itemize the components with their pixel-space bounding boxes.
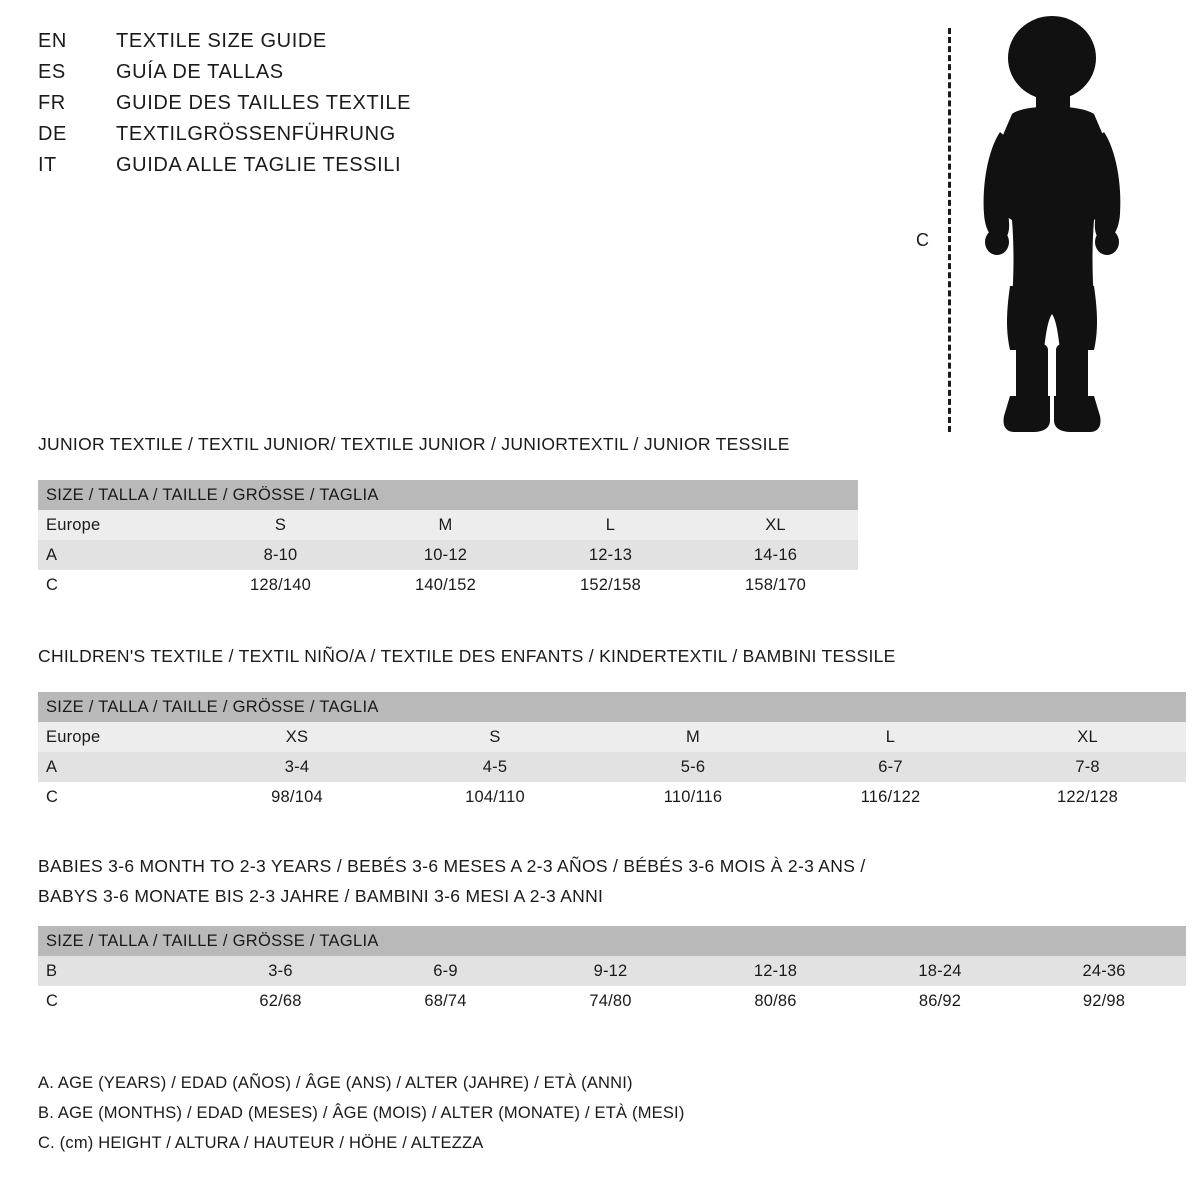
row-label: Europe bbox=[38, 722, 198, 752]
table-row bbox=[38, 540, 858, 570]
height-dashed-line bbox=[948, 28, 951, 432]
title-row bbox=[38, 154, 658, 185]
title-lang-de: DE bbox=[38, 123, 67, 145]
table-row bbox=[38, 986, 1186, 1016]
row-label: B bbox=[38, 956, 198, 986]
row-label: C bbox=[38, 986, 198, 1016]
child-silhouette-icon bbox=[952, 14, 1152, 439]
cell: 152/158 bbox=[528, 570, 693, 600]
title-row bbox=[38, 123, 658, 154]
cell: 104/110 bbox=[396, 782, 594, 812]
table-header-row bbox=[38, 480, 858, 510]
junior-size-table bbox=[38, 480, 858, 600]
section-heading-babies-line2: BABYS 3-6 MONATE BIS 2-3 JAHRE / BAMBINI 3-6 MESI A 2-3 ANNI bbox=[38, 886, 604, 906]
cell: 3-4 bbox=[198, 752, 396, 782]
cell: S bbox=[396, 722, 594, 752]
cell: 62/68 bbox=[198, 986, 363, 1016]
table-header-row bbox=[38, 692, 1186, 722]
table-row bbox=[38, 752, 1186, 782]
section-heading-babies-line1: BABIES 3-6 MONTH TO 2-3 YEARS / BEBÉS 3-6 MESES A 2-3 AÑOS / BÉBÉS 3-6 MOIS À 2-3 ANS / bbox=[38, 856, 866, 876]
row-label: C bbox=[38, 570, 198, 600]
cell: 12-13 bbox=[528, 540, 693, 570]
row-label: A bbox=[38, 540, 198, 570]
table-row bbox=[38, 722, 1186, 752]
table-row bbox=[38, 956, 1186, 986]
cell: 98/104 bbox=[198, 782, 396, 812]
cell: 122/128 bbox=[989, 782, 1186, 812]
size-header-label: SIZE / TALLA / TAILLE / GRÖSSE / TAGLIA bbox=[38, 692, 1186, 722]
cell: S bbox=[198, 510, 363, 540]
footnote-height: C. (cm) HEIGHT / ALTURA / HAUTEUR / HÖHE / ALTEZZA bbox=[38, 1134, 484, 1152]
cell: XL bbox=[989, 722, 1186, 752]
title-text-de: TEXTILGRÖSSENFÜHRUNG bbox=[116, 123, 396, 145]
measurement-figure bbox=[900, 14, 1180, 434]
footnotes bbox=[38, 1074, 1038, 1164]
row-label: A bbox=[38, 752, 198, 782]
cell: 92/98 bbox=[1022, 986, 1186, 1016]
children-size-table bbox=[38, 692, 1186, 812]
cell: 5-6 bbox=[594, 752, 792, 782]
section-heading-children: CHILDREN'S TEXTILE / TEXTIL NIÑO/A / TEXTILE DES ENFANTS / KINDERTEXTIL / BAMBINI TESSILE bbox=[38, 646, 896, 666]
cell: M bbox=[363, 510, 528, 540]
cell: 110/116 bbox=[594, 782, 792, 812]
cell: M bbox=[594, 722, 792, 752]
section-heading-junior: JUNIOR TEXTILE / TEXTIL JUNIOR/ TEXTILE JUNIOR / JUNIORTEXTIL / JUNIOR TESSILE bbox=[38, 434, 790, 454]
cell: 6-9 bbox=[363, 956, 528, 986]
cell: 74/80 bbox=[528, 986, 693, 1016]
title-row bbox=[38, 92, 658, 123]
size-header-label: SIZE / TALLA / TAILLE / GRÖSSE / TAGLIA bbox=[38, 926, 1186, 956]
cell: 18-24 bbox=[858, 956, 1022, 986]
title-lang-en: EN bbox=[38, 30, 67, 52]
title-row bbox=[38, 30, 658, 61]
cell: 68/74 bbox=[363, 986, 528, 1016]
cell: 80/86 bbox=[693, 986, 858, 1016]
title-lang-it: IT bbox=[38, 154, 57, 176]
cell: XL bbox=[693, 510, 858, 540]
cell: 116/122 bbox=[792, 782, 989, 812]
cell: 4-5 bbox=[396, 752, 594, 782]
cell: XS bbox=[198, 722, 396, 752]
title-text-fr: GUIDE DES TAILLES TEXTILE bbox=[116, 92, 412, 114]
figure-height-label: C bbox=[916, 230, 929, 250]
title-text-it: GUIDA ALLE TAGLIE TESSILI bbox=[116, 154, 402, 176]
cell: L bbox=[528, 510, 693, 540]
title-lang-es: ES bbox=[38, 61, 66, 83]
cell: 3-6 bbox=[198, 956, 363, 986]
babies-size-table bbox=[38, 926, 1186, 1016]
table-header-row bbox=[38, 926, 1186, 956]
title-lang-fr: FR bbox=[38, 92, 66, 114]
cell: 8-10 bbox=[198, 540, 363, 570]
row-label: Europe bbox=[38, 510, 198, 540]
size-header-label: SIZE / TALLA / TAILLE / GRÖSSE / TAGLIA bbox=[38, 480, 858, 510]
cell: 10-12 bbox=[363, 540, 528, 570]
cell: 14-16 bbox=[693, 540, 858, 570]
footnote-age-months: B. AGE (MONTHS) / EDAD (MESES) / ÂGE (MOIS) / ALTER (MONATE) / ETÀ (MESI) bbox=[38, 1104, 685, 1122]
title-row bbox=[38, 61, 658, 92]
cell: 24-36 bbox=[1022, 956, 1186, 986]
title-text-en: TEXTILE SIZE GUIDE bbox=[116, 30, 327, 52]
cell: 7-8 bbox=[989, 752, 1186, 782]
cell: 9-12 bbox=[528, 956, 693, 986]
footnote-age-years: A. AGE (YEARS) / EDAD (AÑOS) / ÂGE (ANS) / ALTER (JAHRE) / ETÀ (ANNI) bbox=[38, 1074, 633, 1092]
title-text-es: GUÍA DE TALLAS bbox=[116, 61, 284, 83]
table-row bbox=[38, 510, 858, 540]
cell: 6-7 bbox=[792, 752, 989, 782]
cell: 86/92 bbox=[858, 986, 1022, 1016]
cell: 128/140 bbox=[198, 570, 363, 600]
cell: 140/152 bbox=[363, 570, 528, 600]
table-row bbox=[38, 570, 858, 600]
cell: L bbox=[792, 722, 989, 752]
cell: 158/170 bbox=[693, 570, 858, 600]
row-label: C bbox=[38, 782, 198, 812]
title-block bbox=[38, 30, 658, 185]
cell: 12-18 bbox=[693, 956, 858, 986]
table-row bbox=[38, 782, 1186, 812]
